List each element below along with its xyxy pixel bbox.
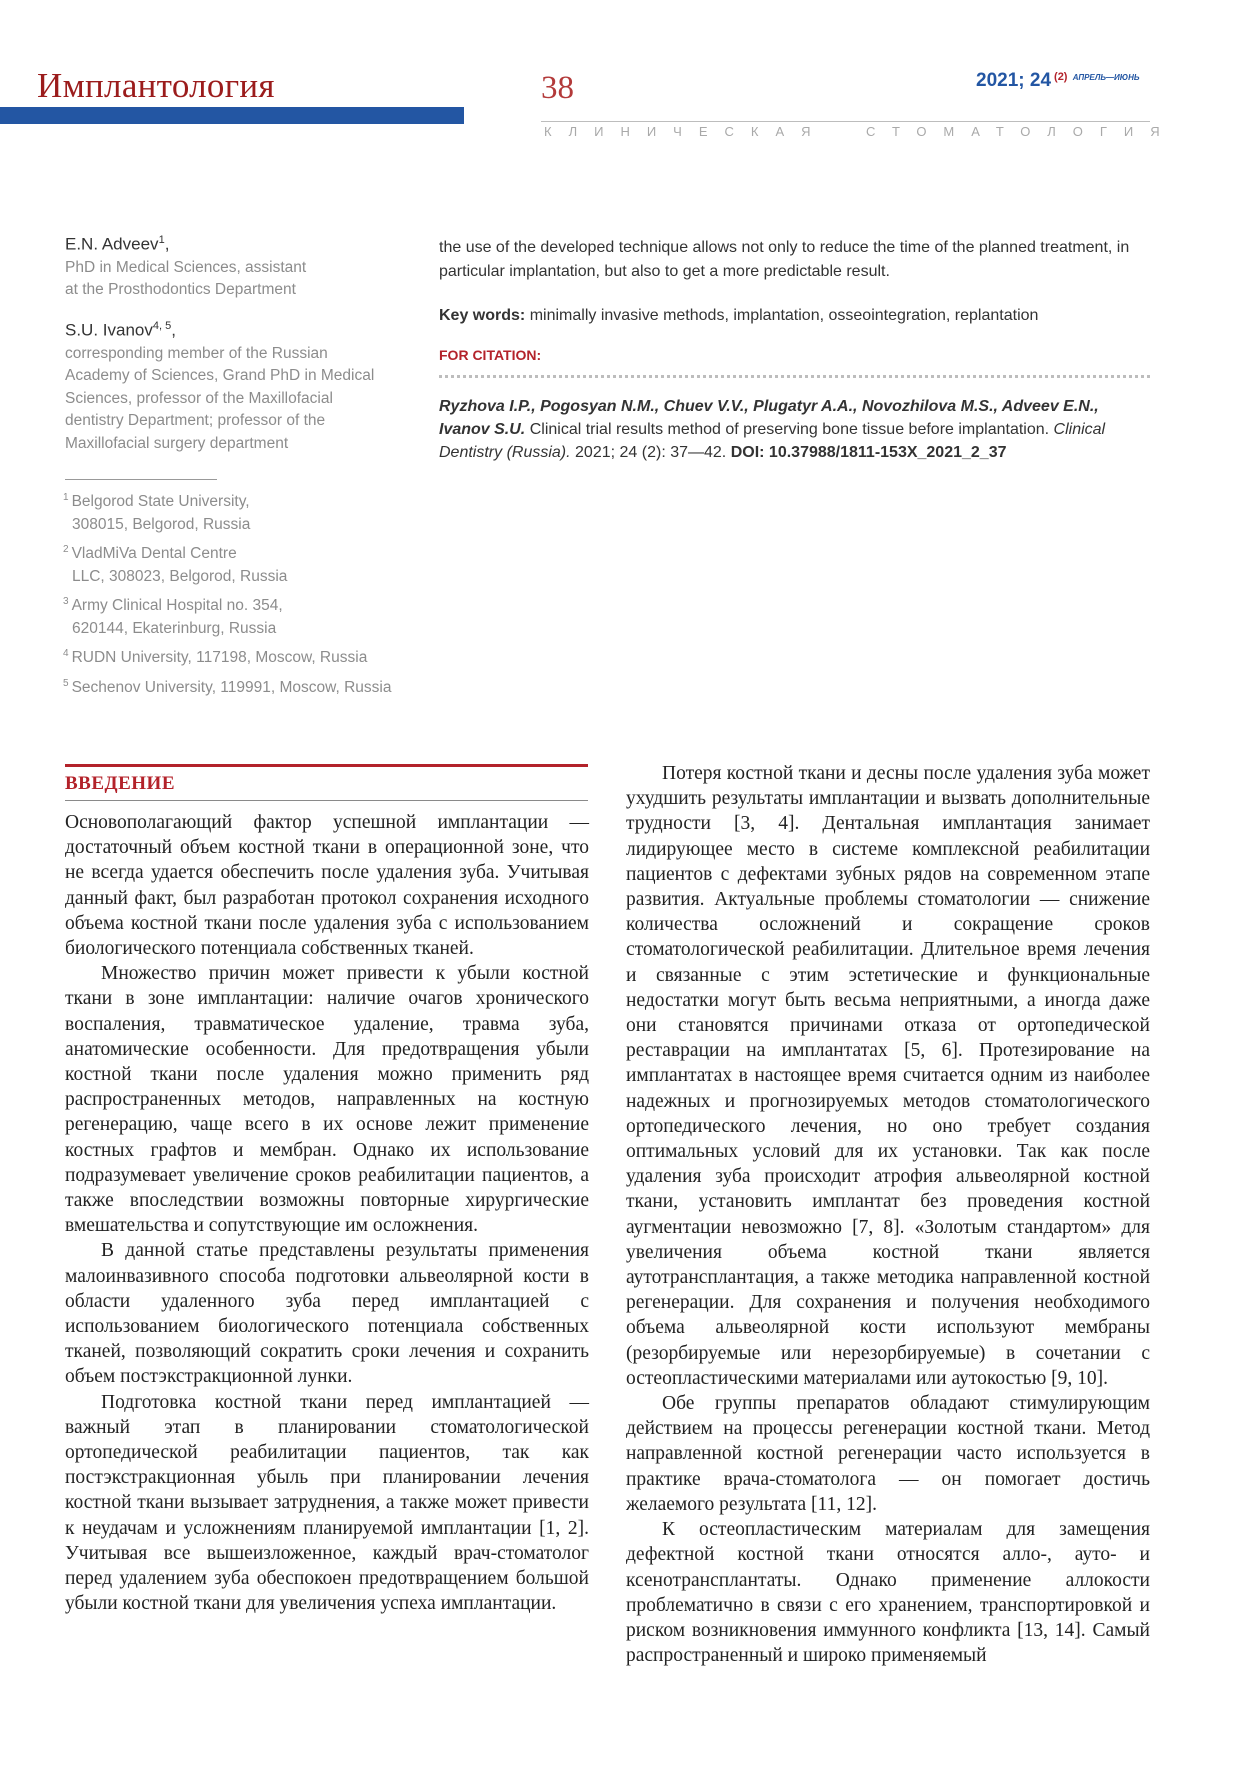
affiliation-item: $^1$ Belgorod State University, 308015, Belgorod, Russia [63, 492, 251, 533]
section-header-title: Имплантология [37, 66, 275, 105]
section-underline [65, 800, 588, 801]
section-heading: ВВЕДЕНИЕ [65, 773, 175, 794]
author-block [65, 320, 374, 455]
issue-year: 2021; [976, 70, 1025, 91]
affiliations-list [63, 487, 391, 703]
paragraph: Множество причин может привести к убыли костной ткани в зоне имплантации: наличие очагов хронического воспаления, травматическое удаление, травма зуба, анатомические особенности. Для предотвращения убыли костной ткани после удаления можно применить ряд распространенных методов, направленных на костную регенерацию, чаще всего в их основе лежит применение костных графтов и мембран. Однако их использование подразумевает увеличение сроков реабилитации пациентов, а также впоследствии возможны повторные хирургические вмешательства и сопутствующие им осложнения. [65, 963, 589, 1237]
citation-divider [439, 375, 1150, 378]
section-rule [65, 764, 588, 767]
affiliation-item: $^3$ Army Clinical Hospital no. 354, 620144, Ekaterinburg, Russia [63, 596, 283, 637]
journal-name-left: КЛИНИЧЕСКАЯ [544, 124, 828, 139]
paragraph: Потеря костной ткани и десны после удаления зуба может ухудшить результаты имплантации и вызвать дополнительные трудности [3, 4]. Дентальная имплантация занимает лидирующее место в системе комплексной реабилитации пациентов с дефектами зубных рядов на современном этапе развития. Актуальные проблемы стоматологии — снижение количества осложнений и сокращение сроков стоматологической реабилитации. Длительное время лечения и связанные с этим эстетические и функциональные недостатки могут быть весьма неприятными, а иногда даже они становятся причинами отказа от ортопедической реставрации на имплантатах [5, 6]. Протезирование на имплантатах в настоящее время считается одним из наиболее надежных и прогнозируемых методов стоматологического ортопедического лечения, но оно требует создания оптимальных условий для их установки. Так как после удаления зуба происходит атрофия альвеолярной костной ткани, установить имплантат без проведения костной аугментации невозможно [7, 8]. «Золотым стандартом» для увеличения объема костной ткани является аутотрансплантация, а также методика направленной костной регенерации. Для сохранения и получения необходимого объема альвеолярной кости используют мембраны (резорбируемые или нерезорбируемые) в сочетании с остеопластическими материалами или аутокостью [9, 10]. [626, 763, 1150, 1389]
journal-rule [541, 121, 1150, 122]
paragraph: Основополагающий фактор успешной имплантации — достаточный объем костной ткани в операционной зоне, что не всегда удается обеспечить после удаления зуба. Учитывая данный факт, был разработан протокол сохранения исходного объема костной ткани после удаления зуба с использованием биологического потенциала собственных тканей. [65, 812, 589, 960]
affiliation-item: $^4$ RUDN University, 117198, Moscow, Russia [63, 648, 368, 667]
citation-label: FOR CITATION: [439, 347, 542, 363]
issue-number: (2) [1054, 71, 1068, 83]
keywords: Key words: minimally invasive methods, implantation, osseointegration, replantation [439, 307, 1039, 324]
author-name: S.U. Ivanov$^{4, 5}$, [65, 320, 176, 340]
paragraph: Подготовка костной ткани перед имплантацией — важный этап в планировании стоматологической ортопедической реабилитации пациентов, так как постэкстракционная убыль при планировании лечения костной ткани вызывает затруднения, а также может привести к неудачам и усложнениям планируемой имплантации [1, 2]. Учитывая все вышеизложенное, каждый врач-стоматолог перед удалением зуба обеспокоен предотвращением большой убыли костной ткани для увеличения успеха имплантации. [65, 1391, 589, 1615]
citation-text: Ryzhova I.P., Pogosyan N.M., Chuev V.V., Plugatyr A.A., Novozhilova M.S., Adveev E.N., Ivanov S.U. Clinical trial results method of preserving bone tissue before implantation. Clinical Dentistry (Russia). 2021; 24 (2): 37—42. DOI: 10.37988/1811-153X_2021_2_37 [439, 398, 1106, 461]
paragraph: Обе группы препаратов обладают стимулирующим действием на процессы регенерации костной ткани. Метод направленной костной регенерации часто используется в практике врача-стоматолога — он помогает достичь желаемого результата [11, 12]. [626, 1393, 1150, 1515]
author-name: E.N. Adveev$^1$, [65, 234, 170, 254]
issue-volume: 24 [1029, 70, 1052, 91]
abstract-block [439, 236, 1150, 464]
author-description: PhD in Medical Sciences, assistant at the Prosthodontics Department [65, 258, 307, 299]
author-description: corresponding member of the Russian Academy of Sciences, Grand PhD in Medical Sciences, professor of the Maxillofacial dentistry Department; professor of the Maxillofacial surgery department [65, 344, 375, 452]
paragraph: В данной статье представлены результаты применения малоинвазивного способа подготовки альвеолярной кости в области удаленного зуба перед имплантацией с использованием биологического потенциала собственных тканей, позволяющий сократить сроки лечения и сохранить объем постэкстракционной лунки. [65, 1240, 589, 1388]
affiliations-rule [65, 479, 217, 480]
author-block [65, 234, 306, 302]
body-column-left [65, 810, 589, 1617]
affiliation-item: $^2$ VladMiVa Dental Centre LLC, 308023, Belgorod, Russia [63, 544, 288, 585]
affiliation-item: $^5$ Sechenov University, 119991, Moscow, Russia [63, 678, 392, 697]
paragraph: К остеопластическим материалам для замещения дефектной костной ткани относятся алло-, ауто- и ксенотрансплантаты. Однако применение аллокости проблематично в связи с его хранением, транспортировкой и риском возникновения иммунного конфликта [13, 14]. Самый распространенный и широко применяемый [626, 1519, 1150, 1667]
header-accent-bar [0, 107, 464, 124]
issue-info [976, 70, 1140, 92]
abstract-text: the use of the developed technique allows not only to reduce the time of the planned treatment, in particular implantation, but also to get a more predictable result. [439, 239, 1130, 280]
issue-months: АПРЕЛЬ—ИЮНЬ [1072, 73, 1140, 82]
journal-name-right: СТОМАТОЛОГИЯ [866, 124, 1177, 139]
page-number: 38 [541, 70, 574, 106]
body-column-right [626, 761, 1150, 1668]
